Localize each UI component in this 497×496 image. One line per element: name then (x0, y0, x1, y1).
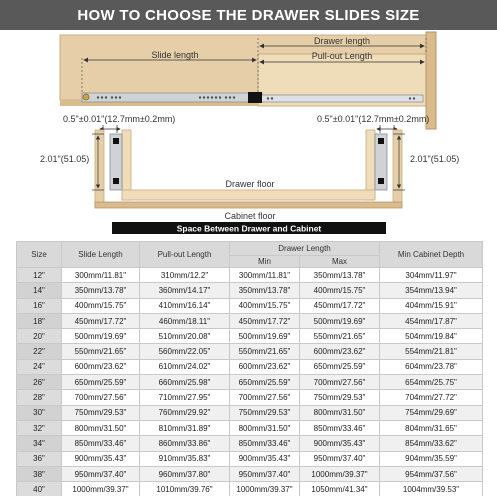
cell-pullout-length: 760mm/29.92" (140, 405, 230, 420)
cell-size: 22" (17, 344, 62, 359)
cell-drawer-min: 400mm/15.75" (230, 298, 300, 313)
cell-size: 38" (17, 466, 62, 481)
cell-pullout-length: 1010mm/39.76" (140, 482, 230, 496)
table-row (17, 268, 483, 283)
cell-drawer-max: 750mm/29.53" (300, 390, 380, 405)
clearance-left-label: 0.5"±0.01"(12.7mm±0.2mm) (63, 114, 176, 124)
cabinet-wall-right (393, 130, 402, 206)
cell-drawer-min: 850mm/33.46" (230, 436, 300, 451)
cell-drawer-max: 350mm/13.78" (300, 268, 380, 283)
cell-drawer-max: 1050mm/41.34" (300, 482, 380, 496)
cell-drawer-max: 650mm/25.59" (300, 359, 380, 374)
table-row (17, 298, 483, 313)
cell-min-cabinet-depth: 1004mm/39.53" (380, 482, 483, 496)
cell-size: 34" (17, 436, 62, 451)
cell-drawer-min: 700mm/27.56" (230, 390, 300, 405)
space-between-label: Space Between Drawer and Cabinet (176, 223, 322, 234)
cell-drawer-max: 1000mm/39.37" (300, 466, 380, 481)
header-slide-length: Slide Length (62, 242, 140, 268)
drawer-wall-left (122, 130, 131, 200)
cell-slide-length: 800mm/31.50" (62, 420, 140, 435)
cell-pullout-length: 860mm/33.86" (140, 436, 230, 451)
table-row (17, 436, 483, 451)
cell-size: 26" (17, 375, 62, 390)
cell-pullout-length: 660mm/25.98" (140, 375, 230, 390)
cell-pullout-length: 610mm/24.02" (140, 359, 230, 374)
header-min: Min (230, 256, 300, 268)
cell-min-cabinet-depth: 854mm/33.62" (380, 436, 483, 451)
cell-drawer-max: 700mm/27.56" (300, 375, 380, 390)
cell-pullout-length: 960mm/37.80" (140, 466, 230, 481)
height-right-label: 2.01"(51.05) (410, 154, 460, 164)
cell-pullout-length: 410mm/16.14" (140, 298, 230, 313)
cell-slide-length: 600mm/23.62" (62, 359, 140, 374)
cell-slide-length: 650mm/25.59" (62, 375, 140, 390)
cell-size: 32" (17, 420, 62, 435)
cell-slide-length: 350mm/13.78" (62, 283, 140, 298)
cell-drawer-max: 900mm/35.43" (300, 436, 380, 451)
cell-drawer-max: 950mm/37.40" (300, 451, 380, 466)
cell-size: 28" (17, 390, 62, 405)
cell-drawer-max: 800mm/31.50" (300, 405, 380, 420)
cell-drawer-min: 1000mm/39.37" (230, 482, 300, 496)
cell-min-cabinet-depth: 354mm/13.94" (380, 283, 483, 298)
cell-size: 24" (17, 359, 62, 374)
cell-size: 12" (17, 268, 62, 283)
cell-drawer-min: 350mm/13.78" (230, 283, 300, 298)
cabinet-floor-label: Cabinet floor (224, 211, 276, 221)
cell-pullout-length: 310mm/12.2" (140, 268, 230, 283)
table-row (17, 344, 483, 359)
cell-drawer-max: 850mm/33.46" (300, 420, 380, 435)
cell-min-cabinet-depth: 704mm/27.72" (380, 390, 483, 405)
cell-size: 18" (17, 313, 62, 328)
cell-slide-length: 450mm/17.72" (62, 313, 140, 328)
cell-drawer-max: 550mm/21.65" (300, 329, 380, 344)
cell-pullout-length: 460mm/18.11" (140, 313, 230, 328)
size-spec-table-wrapper (16, 241, 482, 494)
cell-pullout-length: 910mm/35.83" (140, 451, 230, 466)
table-row (17, 405, 483, 420)
header-max: Max (300, 256, 380, 268)
table-row (17, 329, 483, 344)
cabinet-wall-left (95, 130, 104, 206)
cell-drawer-max: 450mm/17.72" (300, 298, 380, 313)
cabinet-floor (95, 202, 402, 208)
cell-size: 16" (17, 298, 62, 313)
drawer-floor (122, 190, 375, 200)
drawer-floor-label: Drawer floor (225, 179, 275, 189)
size-spec-table (16, 241, 483, 496)
cell-slide-length: 950mm/37.40" (62, 466, 140, 481)
drawer-slide-diagram (0, 30, 497, 235)
table-row (17, 375, 483, 390)
table-row (17, 390, 483, 405)
size-spec-table-body (17, 268, 483, 496)
cell-drawer-min: 900mm/35.43" (230, 451, 300, 466)
table-row (17, 283, 483, 298)
cell-drawer-min: 450mm/17.72" (230, 313, 300, 328)
cell-drawer-min: 950mm/37.40" (230, 466, 300, 481)
cell-drawer-min: 500mm/19.69" (230, 329, 300, 344)
header-size: Size (17, 242, 62, 268)
cell-drawer-min: 750mm/29.53" (230, 405, 300, 420)
cell-pullout-length: 560mm/22.05" (140, 344, 230, 359)
cell-slide-length: 750mm/29.53" (62, 405, 140, 420)
cell-min-cabinet-depth: 904mm/35.59" (380, 451, 483, 466)
cell-drawer-max: 600mm/23.62" (300, 344, 380, 359)
cell-min-cabinet-depth: 454mm/17.87" (380, 313, 483, 328)
cell-pullout-length: 710mm/27.95" (140, 390, 230, 405)
height-left-label: 2.01"(51.05) (40, 154, 90, 164)
drawer-length-label: Drawer length (313, 36, 371, 46)
cell-slide-length: 700mm/27.56" (62, 390, 140, 405)
slide-length-label: Slide length (151, 50, 199, 60)
cell-min-cabinet-depth: 804mm/31.65" (380, 420, 483, 435)
cell-drawer-min: 600mm/23.62" (230, 359, 300, 374)
header-min-cabinet-depth: Min Cabinet Depth (380, 242, 483, 268)
cell-drawer-min: 300mm/11.81" (230, 268, 300, 283)
cell-drawer-max: 500mm/19.69" (300, 313, 380, 328)
cell-min-cabinet-depth: 404mm/15.91" (380, 298, 483, 313)
cell-min-cabinet-depth: 604mm/23.78" (380, 359, 483, 374)
table-row (17, 466, 483, 481)
header-drawer-length: Drawer Length (230, 242, 380, 256)
table-row (17, 420, 483, 435)
cross-section-view (40, 114, 459, 234)
cell-drawer-max: 400mm/15.75" (300, 283, 380, 298)
cell-min-cabinet-depth: 954mm/37.56" (380, 466, 483, 481)
cell-min-cabinet-depth: 754mm/29.69" (380, 405, 483, 420)
cell-size: 40" (17, 482, 62, 496)
cell-min-cabinet-depth: 304mm/11.97" (380, 268, 483, 283)
header-pullout-length: Pull-out Length (140, 242, 230, 268)
cell-drawer-min: 800mm/31.50" (230, 420, 300, 435)
pullout-length-label: Pull-out Length (311, 51, 373, 61)
cell-slide-length: 400mm/15.75" (62, 298, 140, 313)
cell-pullout-length: 810mm/31.89" (140, 420, 230, 435)
slide-inner-rail (258, 95, 423, 102)
table-row (17, 313, 483, 328)
mounting-screw (83, 94, 89, 100)
cell-size: 36" (17, 451, 62, 466)
cell-slide-length: 500mm/19.69" (62, 329, 140, 344)
cell-slide-length: 1000mm/39.37" (62, 482, 140, 496)
cell-drawer-min: 650mm/25.59" (230, 375, 300, 390)
cell-drawer-min: 550mm/21.65" (230, 344, 300, 359)
cell-slide-length: 550mm/21.65" (62, 344, 140, 359)
slide-release-tab (248, 92, 262, 103)
cell-slide-length: 900mm/35.43" (62, 451, 140, 466)
table-row (17, 359, 483, 374)
clearance-right-label: 0.5"±0.01"(12.7mm±0.2mm) (317, 114, 430, 124)
table-row (17, 482, 483, 496)
cell-slide-length: 300mm/11.81" (62, 268, 140, 283)
cell-min-cabinet-depth: 654mm/25.75" (380, 375, 483, 390)
cell-min-cabinet-depth: 554mm/21.81" (380, 344, 483, 359)
cell-min-cabinet-depth: 504mm/19.84" (380, 329, 483, 344)
cell-size: 30" (17, 405, 62, 420)
page-title: HOW TO CHOOSE THE DRAWER SLIDES SIZE (0, 0, 497, 30)
cell-size: 14" (17, 283, 62, 298)
cell-size: 20" (17, 329, 62, 344)
cell-pullout-length: 360mm/14.17" (140, 283, 230, 298)
drawer-wall-right (366, 130, 375, 200)
cell-slide-length: 850mm/33.46" (62, 436, 140, 451)
cell-pullout-length: 510mm/20.08" (140, 329, 230, 344)
table-row (17, 451, 483, 466)
